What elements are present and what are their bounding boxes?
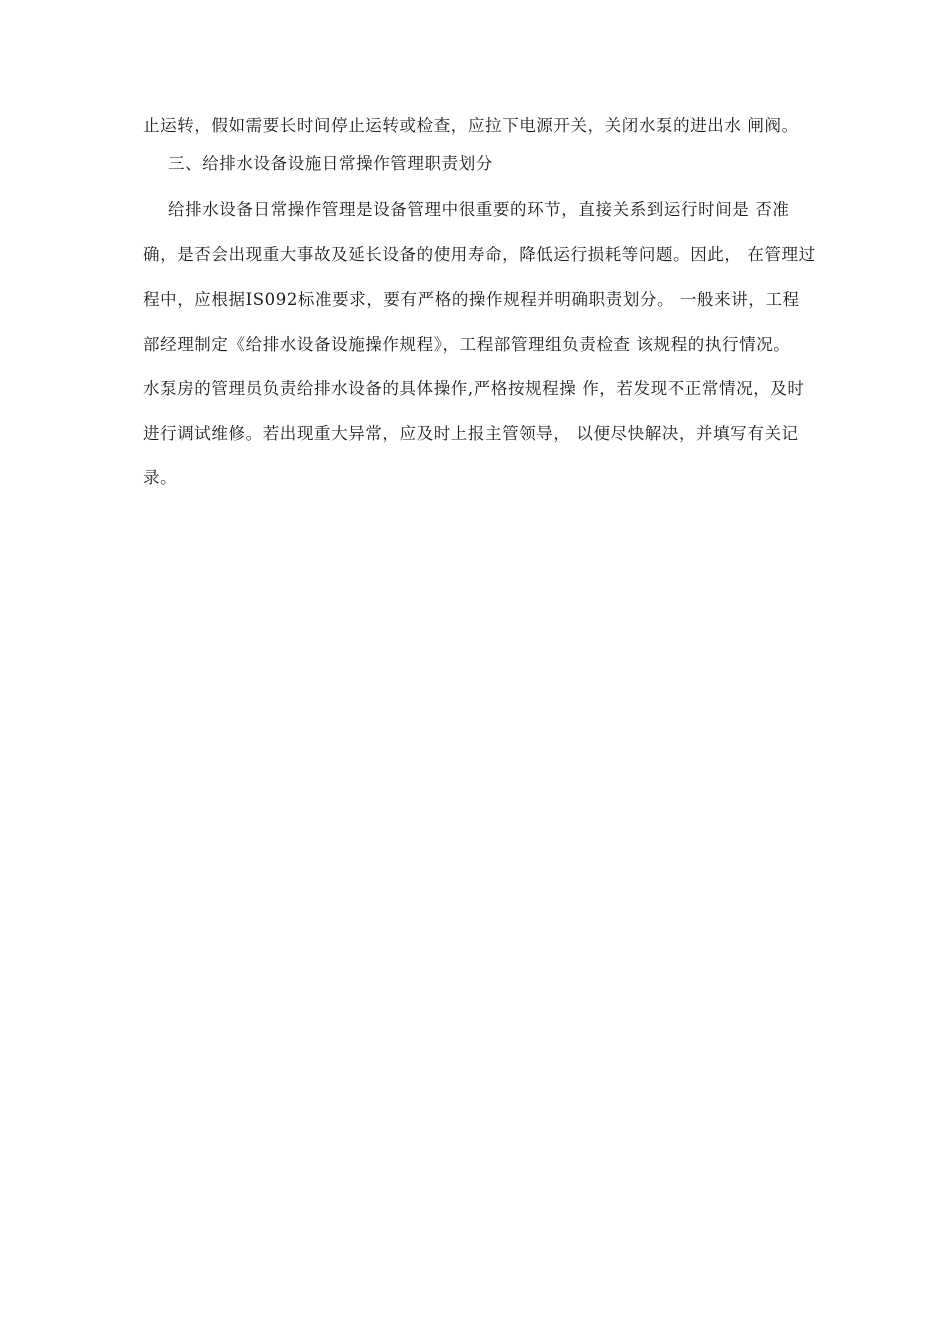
paragraph-line-5: 部经理制定《给排水设备设施操作规程》，工程部管理组负责检查 该规程的执行情况。	[143, 335, 791, 354]
paragraph-line-6: 水泵房的管理员负责给排水设备的具体操作,严格按规程操 作，若发现不正常情况，及时	[143, 379, 805, 398]
paragraph-line-2: 给排水设备日常操作管理是设备管理中很重要的环节，直接关系到运行时间是 否准	[168, 200, 790, 219]
paragraph-line-4: 程中，应根据IS092标准要求，要有严格的操作规程并明确职责划分。 一般来讲，工程	[143, 290, 800, 309]
section-heading: 三、给排水设备设施日常操作管理职责划分	[168, 154, 493, 173]
paragraph-line-3: 确，是否会出现重大事故及延长设备的使用寿命，降低运行损耗等问题。因此， 在管理过	[143, 245, 816, 264]
paragraph-line-8: 录。	[143, 468, 178, 487]
paragraph-line-7: 进行调试维修。若出现重大异常，应及时上报主管领导， 以便尽快解决，并填写有关记	[143, 424, 799, 443]
paragraph-line-1: 止运转，假如需要长时间停止运转或检查，应拉下电源开关，关闭水泵的进出水 闸阀。	[143, 116, 799, 135]
